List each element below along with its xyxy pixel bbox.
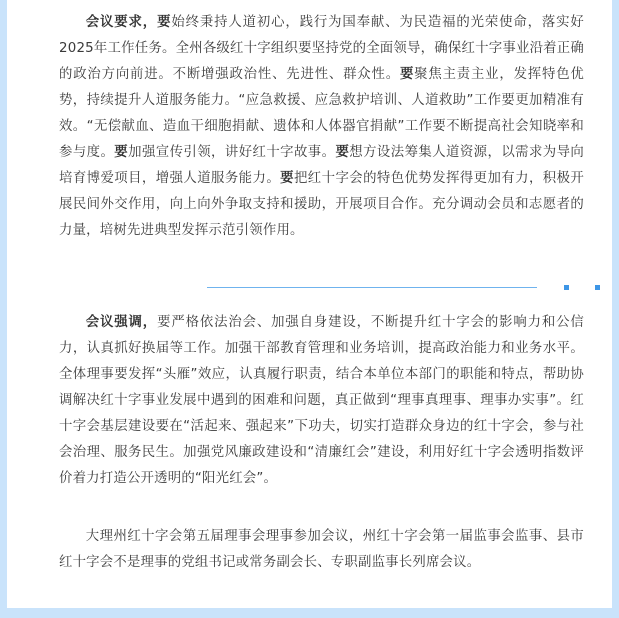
paragraph-attendees: 大理州红十字会第五届理事会理事参加会议，州红十字会第一届监事会监事、县市红十字会不是理事的党组书记或常务副会长、专职副监事长列席会议。 — [59, 529, 584, 570]
paragraph-meeting-requirements — [59, 10, 584, 244]
p1-seg-5: 要 — [114, 145, 129, 160]
divider-dot-2 — [595, 285, 600, 290]
p1-seg-8: 想方设法筹集人道资源，以需求为导向培育博爱项目，增强人道服务能力。 — [59, 145, 585, 186]
p1-seg-3: 要 — [399, 67, 415, 82]
p1-seg-0: 会议要求， — [85, 15, 158, 30]
p2-seg-0: 会议强调， — [85, 315, 158, 330]
p1-seg-10: 把红十字会的特色优势发挥得更加有力，积极开展民间外交作用，向上向外争取支持和援助，开展项目合作。充分调动会员和志愿者的力量，培树先进典型发挥示范引领作用。 — [59, 171, 585, 238]
p1-seg-6: 加强宣传引领，讲好红十字故事。 — [128, 145, 336, 160]
p2-seg-1: 要严格依法治会、加强自身建设，不断提升红十字会的影响力和公信力，认真抓好换届等工作。加强干部教育管理和业务培训，提高政治能力和业务水平。全体理事要发挥“头雁”效应，认真履行职责，结合本单位本部门的职能和特点，帮助协调解决红十字事业发展中遇到的困难和问题，真正做到“理事真理事、理事办实事”。红十字会基层建设要在“活起来、强起来”下功夫，切实打造群众身边的红十字会，参与社会治理、服务民生。加强党风廉政建设和“清廉红会”建设，利用好红十字会透明指数评价着力打造公开透明的“阳光红会”。 — [59, 315, 585, 486]
p1-seg-9: 要 — [280, 171, 294, 186]
p1-seg-1: 要 — [157, 15, 172, 30]
paragraph-meeting-emphasis — [59, 310, 584, 492]
section-divider-line — [207, 287, 537, 288]
p1-seg-2: 始终秉持人道初心，践行为国奉献、为民造福的光荣使命，落实好2025年工作任务。全州各级红十字组织要坚持党的全面领导，确保红十字事业沿着正确的政治方向前进。不断增强政治性、先进性、群众性。 — [59, 15, 584, 82]
article-frame — [7, 0, 612, 608]
p1-seg-4: 聚焦主责主业，发挥特色优势，持续提升人道服务能力。“应急救援、应急救护培训、人道救助”工作要更加精准有效。“无偿献血、造血干细胞捐献、遗体和人体器官捐献”工作要不断提高社会知晓率和参与度。 — [59, 67, 585, 160]
divider-dot-1 — [564, 285, 569, 290]
p1-seg-7: 要 — [335, 145, 350, 160]
